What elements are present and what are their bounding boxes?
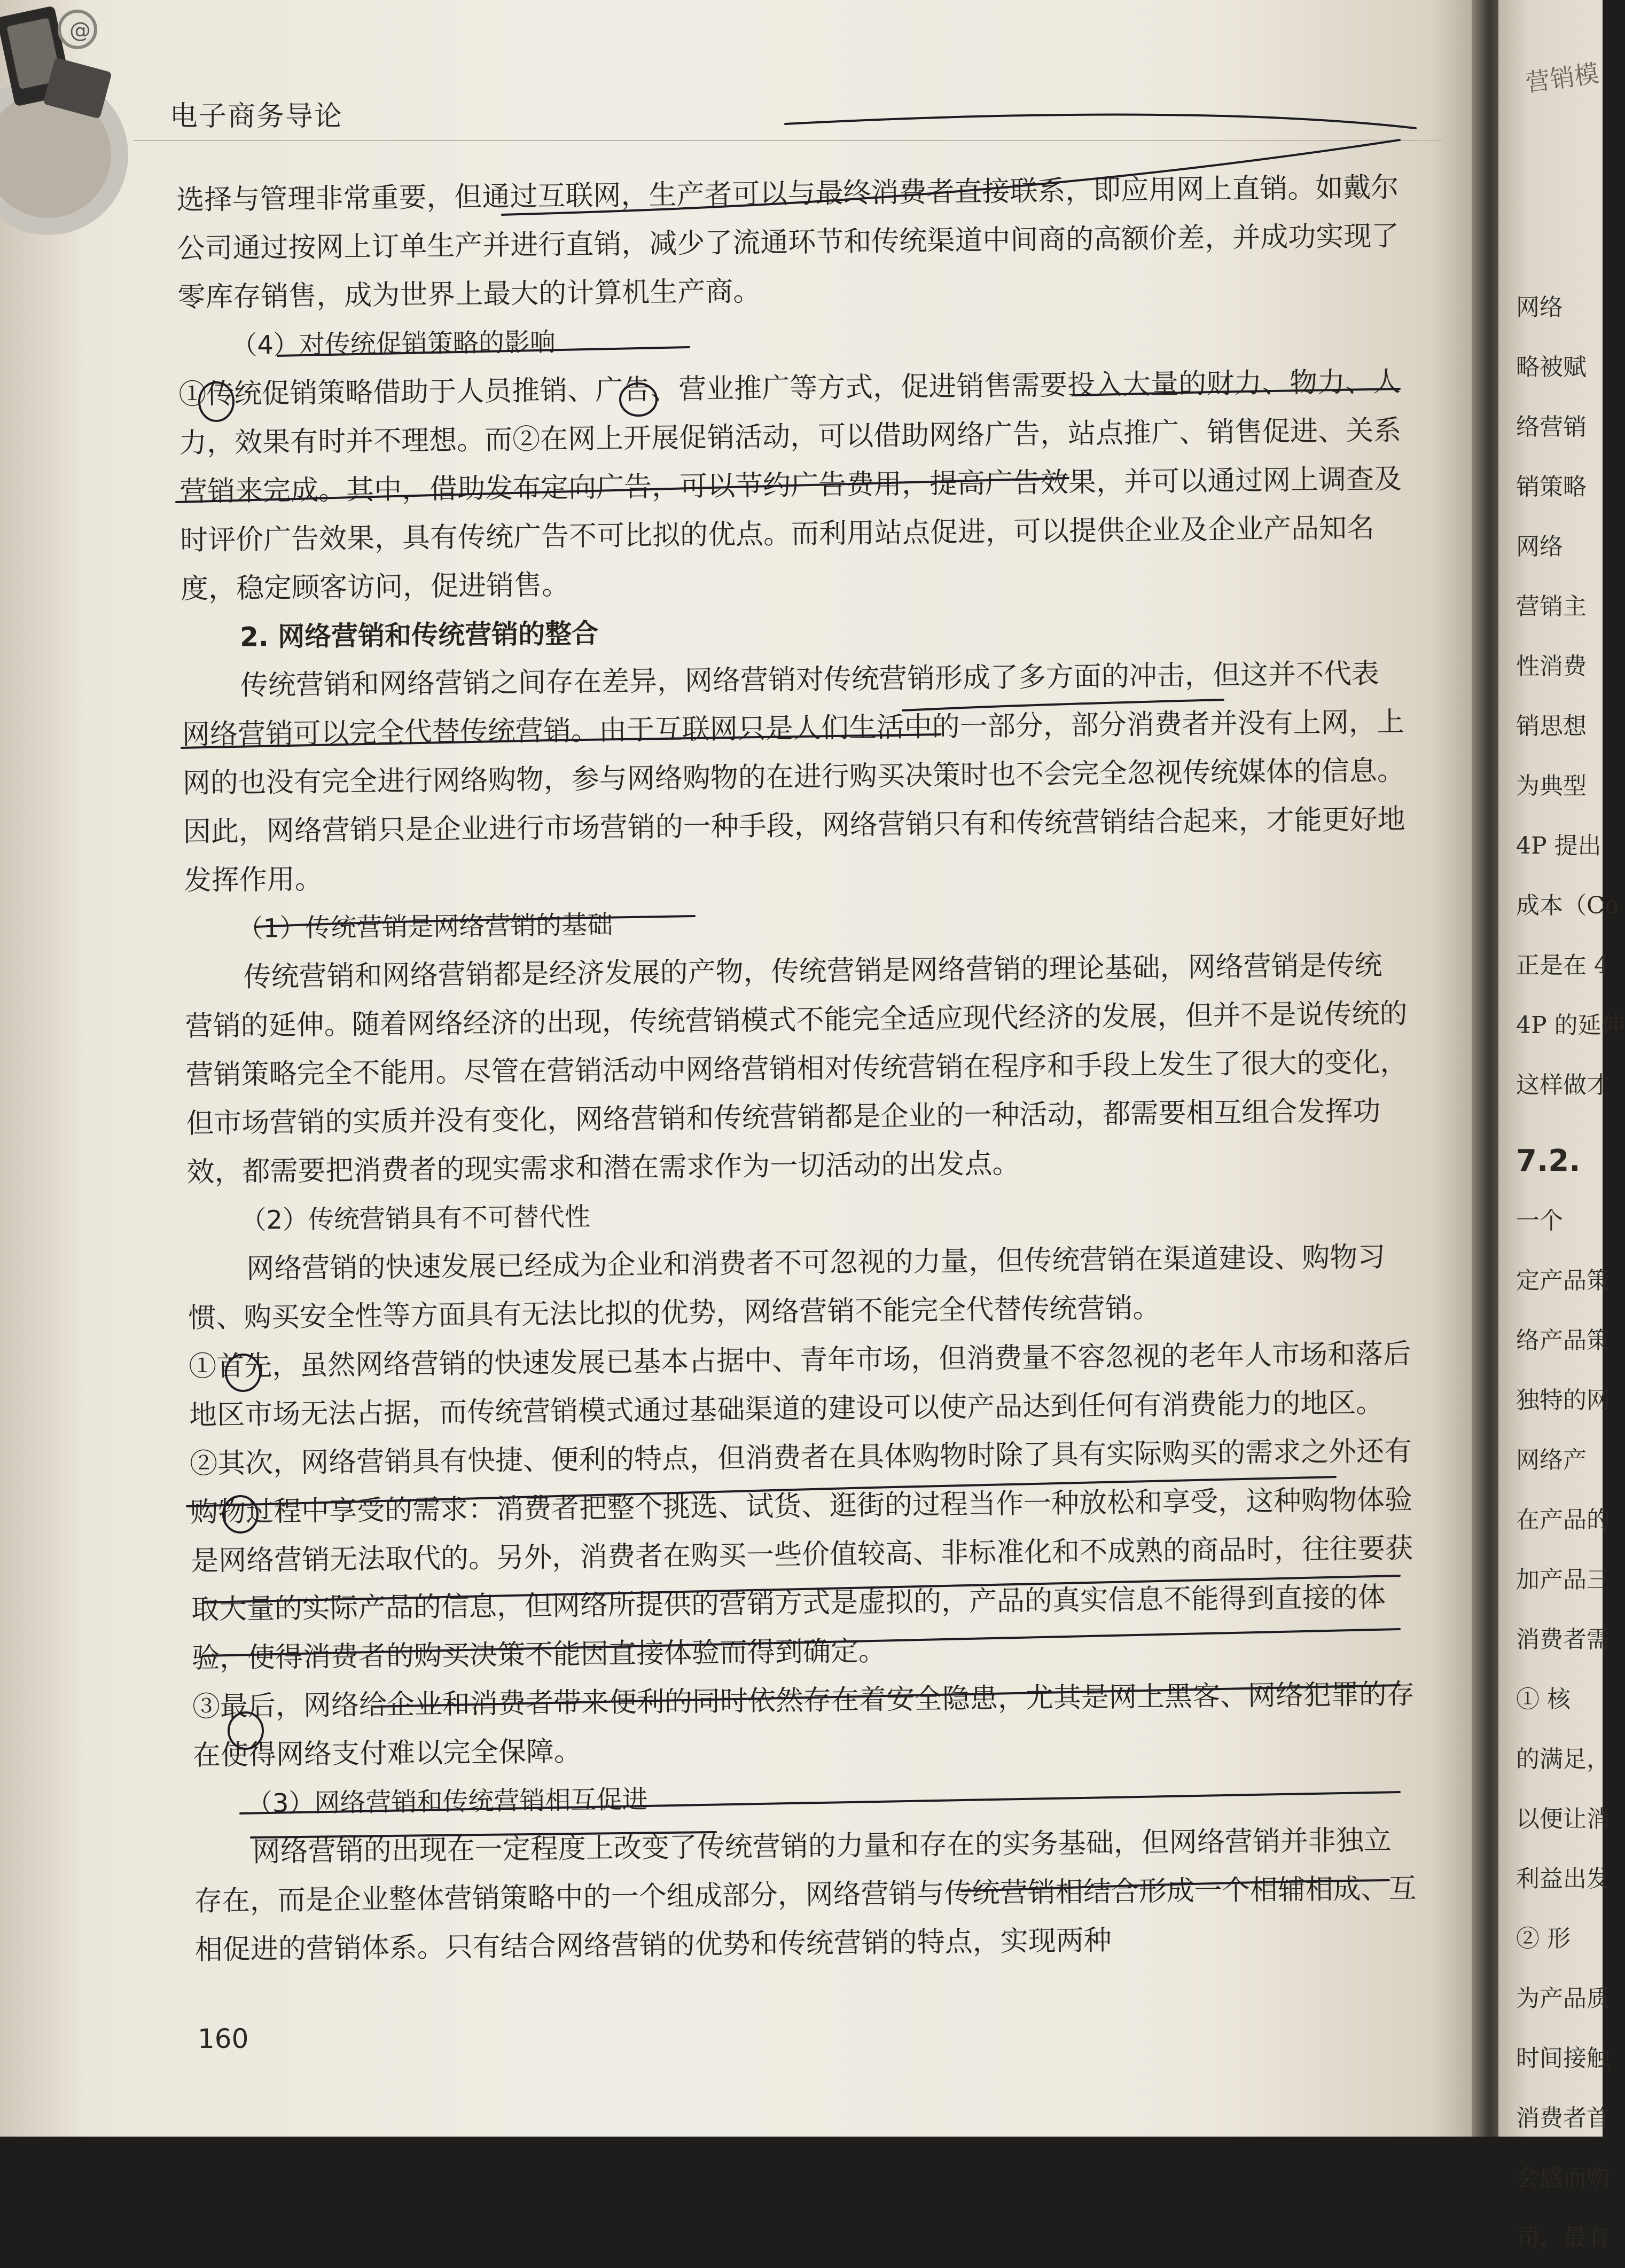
paragraph: 选择与管理非常重要，但通过互联网，生产者可以与最终消费者直接联系，即应用网上直销。如戴尔公司通过按网上订单生产并进行直销，减少了流通环节和传统渠道中间商的高额价差，并成功实现了零库存销售，成为世界上最大的计算机生产商。 xyxy=(176,171,1400,314)
subsection-heading: （3）网络营销和传统营销相互促进 xyxy=(246,1784,648,1819)
paragraph: ①传统促销策略借助于人员推销、广告、营业推广等方式，促进销售需要投入大量的财力、物力、人力，效果有时并不理想。而②在网上开展促销活动，可以借助网络广告，站点推广、销售促进、关系营销来完成。其中，借助发布定向广告，可以节约广告费用，提高广告效果，并可以通过网上调查及时评价广告效果，具有传统广告不可比拟的优点。而利用站点促进，可以提供企业及企业产品知名度，稳定顾客访问，促进销售。 xyxy=(178,366,1402,605)
right-page-line: 营销主 xyxy=(1516,593,1587,620)
right-page-text xyxy=(1516,278,1625,2268)
right-page-line: 以便让消 xyxy=(1516,1805,1610,1833)
page-number: 160 xyxy=(198,2023,249,2054)
pen-underline xyxy=(785,115,1416,128)
right-page-line: 网络 xyxy=(1516,533,1563,560)
right-page-line: 独特的网 xyxy=(1516,1387,1610,1414)
right-page-line: 4P 提出 xyxy=(1516,832,1601,859)
right-page-line: 销策略 xyxy=(1516,473,1587,500)
right-page-line: 利益出发 xyxy=(1516,1865,1610,1892)
right-page-line: 网络产 xyxy=(1516,1446,1587,1474)
right-page-line: 的满足， xyxy=(1516,1746,1610,1773)
right-page-line: 络产品策 xyxy=(1516,1327,1610,1354)
page-body xyxy=(176,163,1418,1975)
section-heading: 2. 网络营销和传统营销的整合 xyxy=(239,617,599,653)
right-page-line: 性消费 xyxy=(1516,653,1587,680)
right-page-line: 络营销 xyxy=(1516,413,1587,441)
paragraph: 传统营销和网络营销之间存在差异，网络营销对传统营销形成了多方面的冲击，但这并不代表网络营销可以完全代替传统营销。由于互联网只是人们生活中的一部分，部分消费者并没有上网，上网的也没有完全进行网络购物，参与网络购物的在进行购买决策时也不会完全忽视传统媒体的信息。因此，网络营销只是企业进行市场营销的一种手段，网络营销只有和传统营销结合起来，才能更好地发挥作用。 xyxy=(182,658,1406,897)
chapter-corner-icon xyxy=(0,0,128,256)
right-page-line: ② 形 xyxy=(1516,1925,1571,1952)
paragraph: 传统营销和网络营销都是经济发展的产物，传统营销是网络营销的理论基础，网络营销是传统营销的延伸。随着网络经济的出现，传统营销模式不能完全适应现代经济的发展，但并不是说传统的营销策略完全不能用。尽管在营销活动中网络营销相对传统营销在程序和手段上发生了很大的变化，但市场营销的实质并没有变化，网络营销和传统营销都是企业的一种活动，都需要相互组合发挥功效，都需要把消费者的现实需求和潜在需求作为一切活动的出发点。 xyxy=(185,949,1408,1188)
right-page-line: 正是在 4 xyxy=(1516,952,1609,979)
right-page-line: 网络 xyxy=(1516,294,1563,321)
right-page-line: 4P 的延伸 xyxy=(1516,1012,1625,1039)
right-page-line: 在产品的 xyxy=(1516,1506,1610,1534)
right-page-line: 为产品质 xyxy=(1516,1985,1610,2012)
paragraph: ①首先，虽然网络营销的快速发展已基本占据中、青年市场，但消费量不容忽视的老年人市场和落后地区市场无法占据，而传统营销模式通过基础渠道的建设可以使产品达到任何有消费能力的地区。 xyxy=(189,1338,1411,1432)
right-page-section-number: 7.2. xyxy=(1516,1144,1581,1178)
right-page-line: 成本（Co xyxy=(1516,892,1619,919)
right-page-line: 时间接触 xyxy=(1516,2045,1610,2072)
paragraph: 网络营销的出现在一定程度上改变了传统营销的力量和存在的实务基础，但网络营销并非独立存在，而是企业整体营销策略中的一个组成部分，网络营销与传统营销相结合形成一个相辅相成、互相促进的营销体系。只有结合网络营销的优势和传统营销的特点，实现两种 xyxy=(194,1824,1417,1966)
right-page-line: 消费者首 xyxy=(1516,2105,1610,2132)
paragraph: 网络营销的快速发展已经成为企业和消费者不可忽视的力量，但传统营销在渠道建设、购物习惯、购买安全性等方面具有无法比拟的优势，网络营销不能完全代替传统营销。 xyxy=(188,1241,1386,1334)
right-page-line: ① 核 xyxy=(1516,1686,1571,1713)
right-page-line: 司，最有 xyxy=(1516,2224,1610,2251)
paragraph: ③最后，网络给企业和消费者带来便利的同时依然存在着安全隐患，尤其是网上黑客、网络犯罪的存在使得网络支付难以完全保障。 xyxy=(192,1678,1415,1772)
right-page-line: 消费者需 xyxy=(1516,1626,1610,1653)
svg-text:@: @ xyxy=(69,18,91,43)
running-header: 电子商务导论 xyxy=(170,100,343,132)
right-page-line: 这样做才 xyxy=(1516,1072,1610,1099)
subsection-heading: （2）传统营销具有不可替代性 xyxy=(240,1201,591,1235)
subsection-heading: （4）对传统促销策略的影响 xyxy=(231,327,556,361)
right-page-line: 为典型 xyxy=(1516,772,1587,800)
right-page-line: 加产品三 xyxy=(1516,1566,1610,1593)
right-page-line: 会感而购 xyxy=(1516,2164,1610,2192)
header-divider xyxy=(134,140,1442,141)
right-page-line: 一个 xyxy=(1516,1207,1563,1234)
right-page-header: 营销模 xyxy=(1524,58,1601,98)
right-page-line: 定产品策 xyxy=(1516,1267,1610,1294)
right-page-line: 略被赋 xyxy=(1516,354,1587,381)
right-page-line: 销思想 xyxy=(1516,713,1587,740)
subsection-heading: （1）传统营销是网络营销的基础 xyxy=(237,910,613,944)
paragraph: ②其次，网络营销具有快捷、便利的特点，但消费者在具体购物时除了具有实际购买的需求之外还有购物过程中享受的需求：消费者把整个挑选、试货、逛街的过程当作一种放松和享受，这种购物体验是网络营销无法取代的。另外，消费者在购买一些价值较高、非标准化和不成熟的商品时，往往要获取大量的实际产品的信息，但网络所提供的营销方式是虚拟的，产品的真实信息不能得到直接的体验，使得消费者的购买决策不能因直接体验而得到确定。 xyxy=(189,1435,1413,1675)
